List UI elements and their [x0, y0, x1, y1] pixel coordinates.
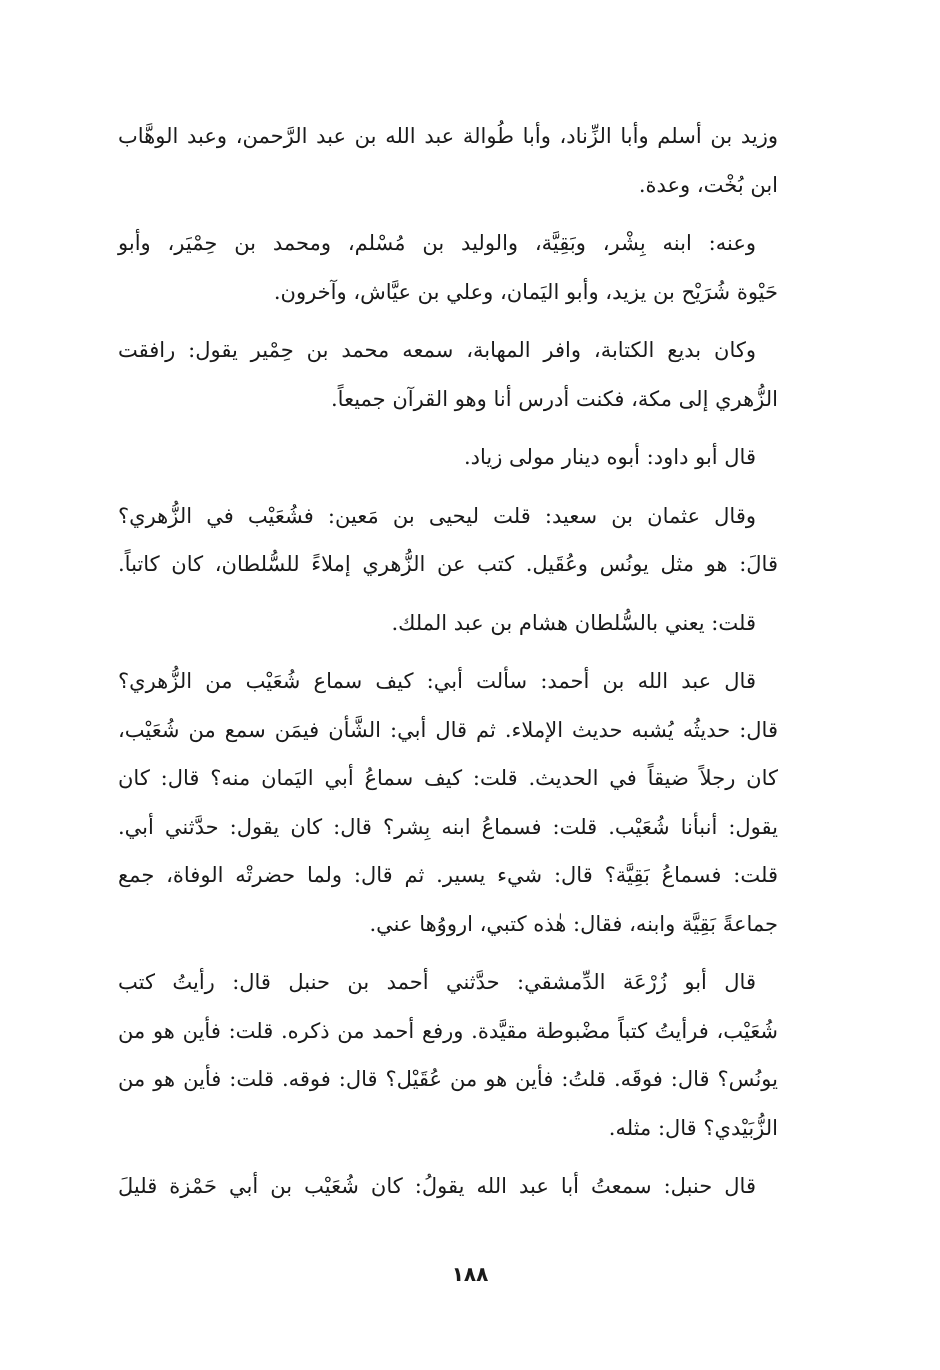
- text-line: يقول: أنبأنا شُعَيْب. قلت: فسماعُ ابنه بِشر؟ قال: كان يقول: حدَّثني أبي.: [118, 814, 778, 839]
- text-line: وقال عثمان بن سعيد: قلت ليحيى بن مَعين: فشُعَيْب في الزُّهري؟: [118, 503, 756, 528]
- page-number: ١٨٨: [451, 1262, 489, 1286]
- text-line: قالَ: هو مثل يونُس وعُقَيل. كتب عن الزُّهري إملاءً للسُّلطان، كان كاتباً.: [118, 552, 778, 576]
- text-line: وكان بديع الكتابة، وافر المهابة، سمعه محمد بن حِمْير يقول: رافقت: [118, 338, 756, 362]
- paragraph-abu-zura: [118, 958, 778, 1152]
- paragraph-uthman: [118, 492, 778, 589]
- text-line: جماعةً بَقِيَّة وابنه، فقال: هٰذه كتبي، ارووُها عني.: [369, 911, 778, 936]
- paragraph-abu-dawud: [118, 433, 778, 482]
- text-line: كان رجلاً ضيقاً في الحديث. قلت: كيف سماعُ أبي اليَمان منه؟ قال: كان: [118, 766, 778, 790]
- text-line: قال أبو زُرْعَة الدِّمشقي: حدَّثني أحمد بن حنبل قال: رأيتُ كتب: [118, 970, 756, 994]
- text-line: شُعَيْب، فرأيتُ كتباً مضْبوطة مقيَّدة. ورفع أحمد من ذكره. قلت: فأين هو من: [118, 1018, 778, 1043]
- text-line: وزيد بن أسلم وأبا الزِّناد، وأبا طُوالة عبد الله بن عبد الرَّحمن، وعبد الوهَّاب: [118, 124, 778, 148]
- body-text: [118, 112, 778, 1221]
- text-line: وعنه: ابنه بِشْر، وبَقِيَّة، والوليد بن مُسْلم، ومحمد بن حِمْيَر، وأبو: [118, 231, 756, 255]
- text-line: ابن بُخْت، وعدة.: [638, 172, 778, 197]
- text-line: قال: حديثُه يُشبه حديث الإملاء. ثم قال أبي: الشَّأن فيمَن سمع من شُعَيْب،: [118, 717, 778, 742]
- text-line: قال أبو داود: أبوه دينار مولى زياد.: [463, 445, 756, 469]
- paragraph-hanbal: [118, 1162, 778, 1211]
- paragraph-sultan-note: [118, 599, 778, 648]
- text-line: الزُّهري إلى مكة، فكنت أدرس أنا وهو القرآن جميعاً.: [331, 386, 778, 411]
- text-line: الزُّبَيْدي؟ قال: مثله.: [608, 1115, 778, 1140]
- text-line: حَيْوة شُرَيْح بن يزيد، وأبو اليَمان، وعلي بن عيَّاش، وآخرون.: [273, 279, 778, 304]
- paragraph-description: [118, 326, 778, 423]
- text-line: قلت: يعني بالسُّلطان هشام بن عبد الملك.: [391, 610, 756, 635]
- text-line: قلت: فسماعُ بَقِيَّة؟ قال: شيء يسير. ثم قال: ولما حضرتْه الوفاة، جمع: [118, 863, 778, 887]
- paragraph-teachers: [118, 112, 778, 209]
- text-line: يونُس؟ قال: فوقَه. قلتُ: فأين هو من عُقَيْل؟ قال: فوقه. قلت: فأين هو من: [118, 1067, 778, 1091]
- paragraph-abdullah: [118, 657, 778, 948]
- paragraph-students: [118, 219, 778, 316]
- text-line: قال عبد الله بن أحمد: سألت أبي: كيف سماع شُعَيْب من الزُّهري؟: [118, 669, 756, 693]
- text-line: قال حنبل: سمعتُ أبا عبد الله يقولُ: كان شُعَيْب بن أبي حَمْزة قليلَ: [118, 1174, 756, 1198]
